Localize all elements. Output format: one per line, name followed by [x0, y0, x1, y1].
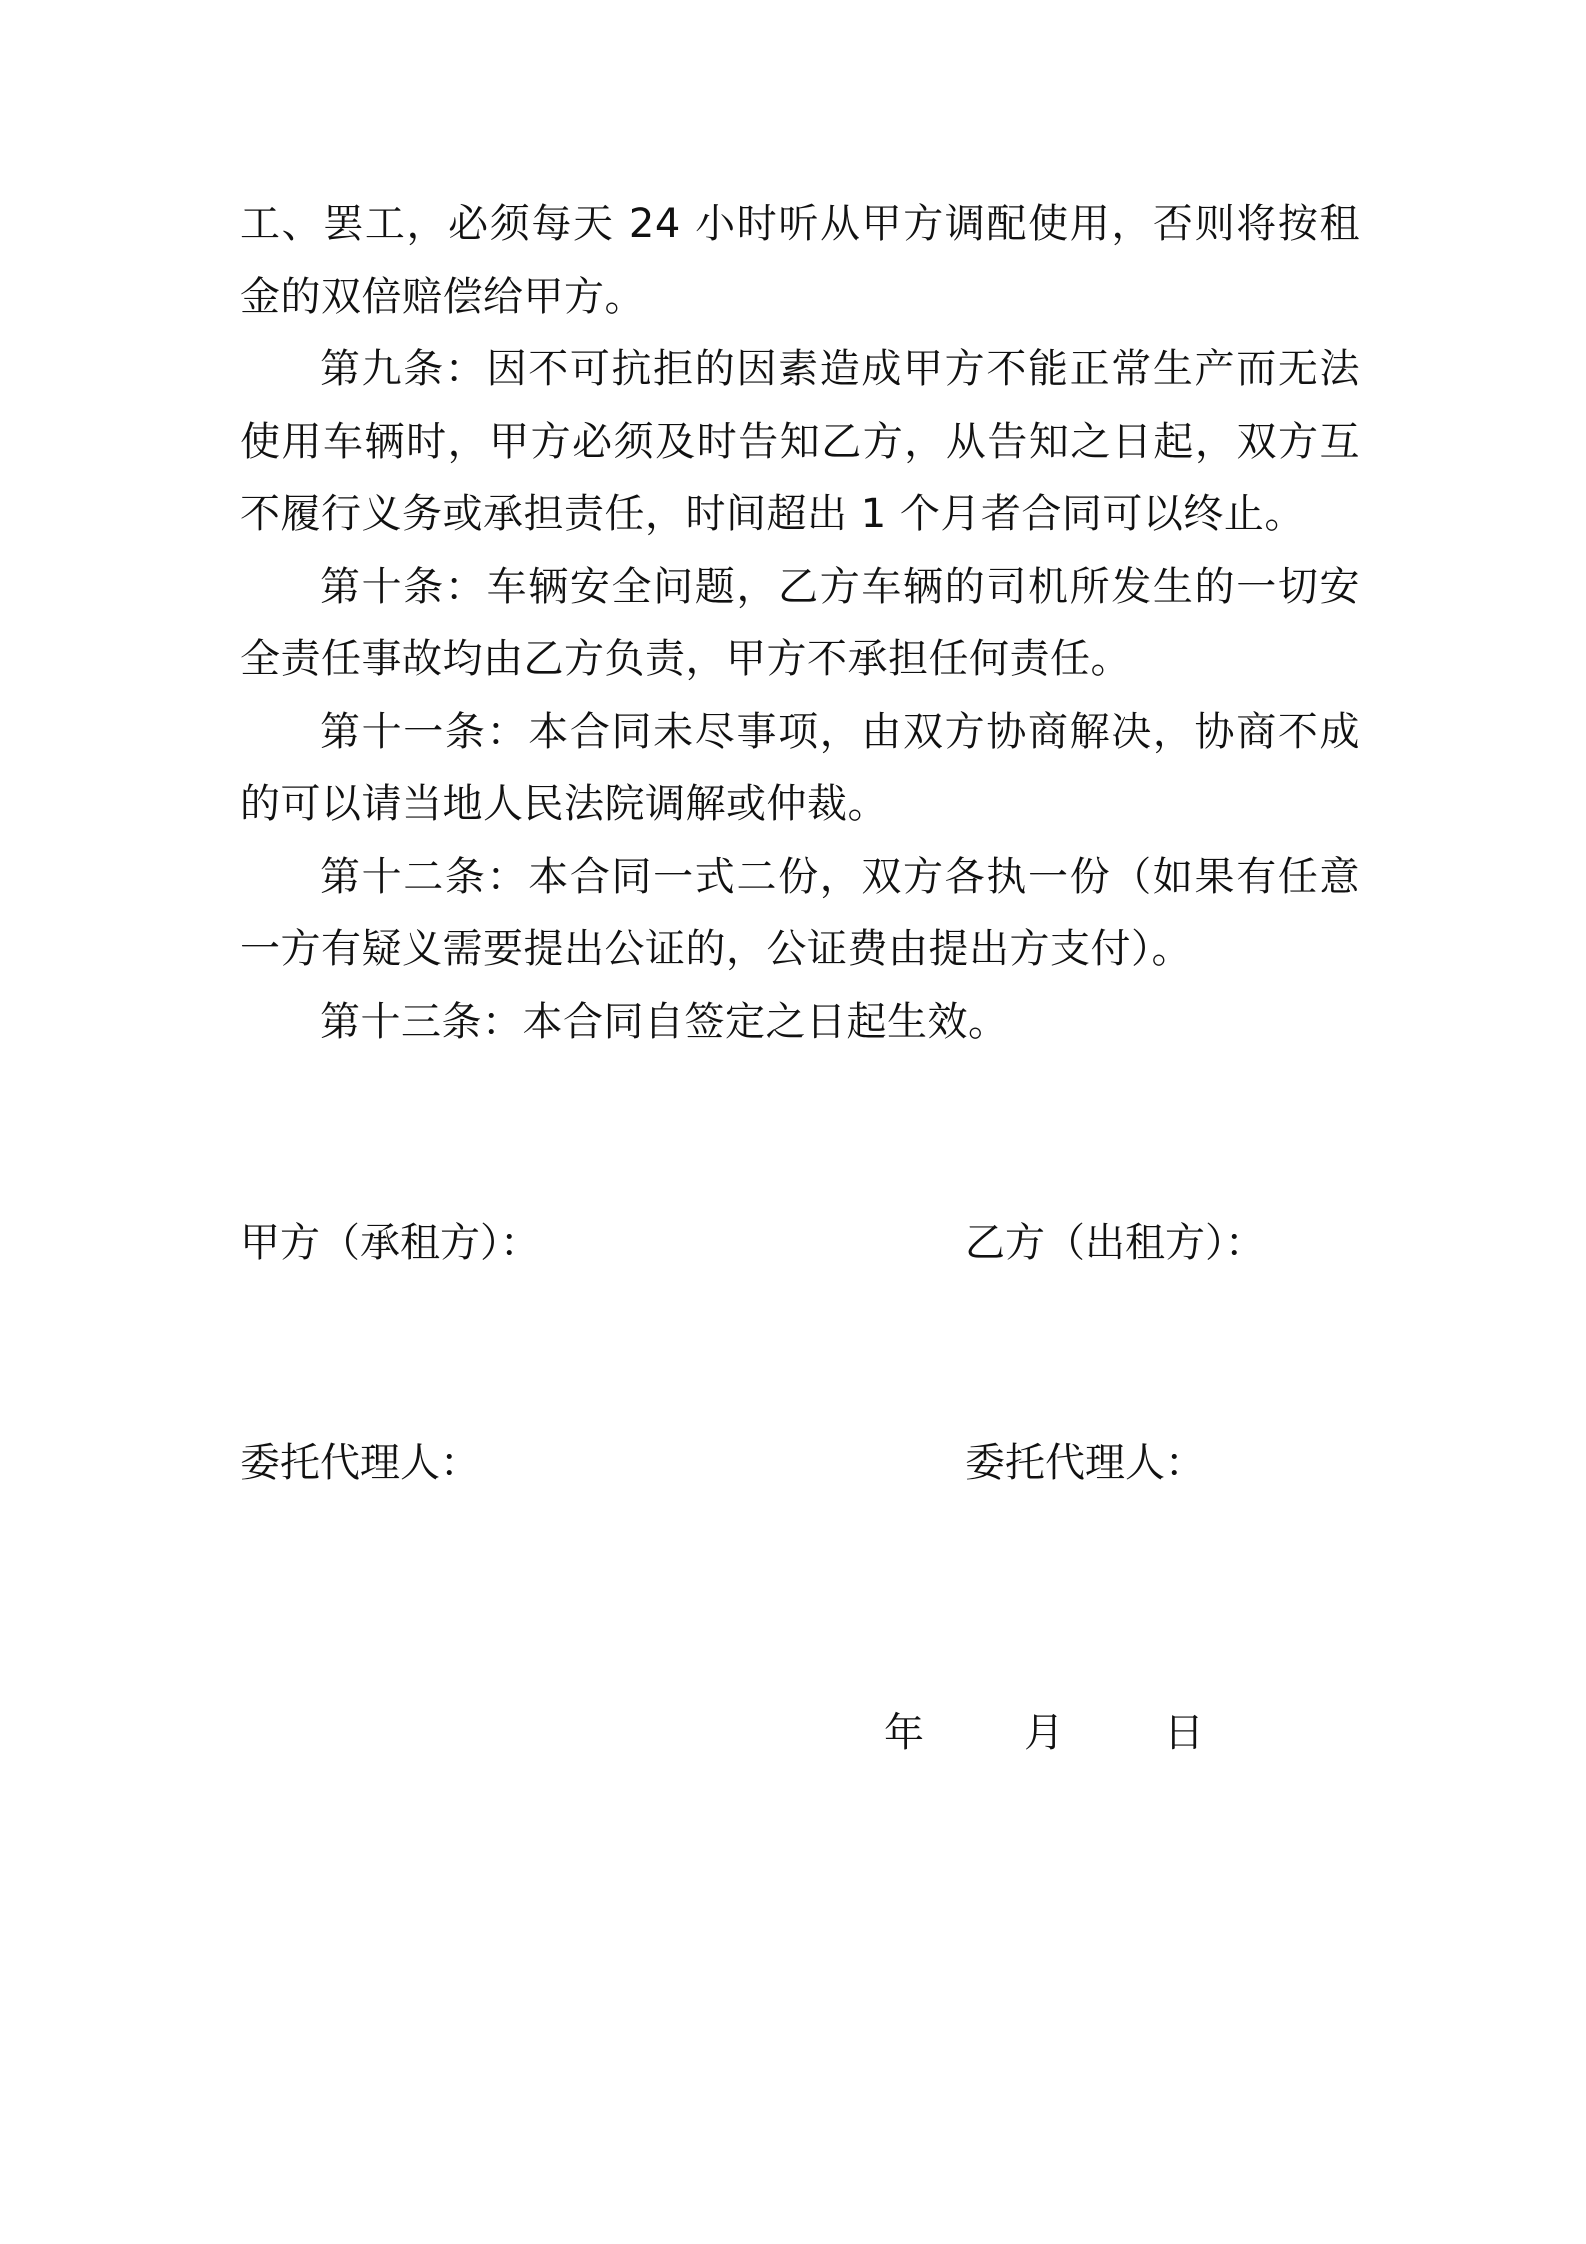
contract-article-13: 第十三条：本合同自签定之日起生效。	[320, 998, 1009, 1045]
contract-body	[240, 188, 1360, 1058]
date-day-label: 日	[1164, 1710, 1204, 1756]
contract-article-9: 第九条：因不可抗拒的因素造成甲方不能正常生产而无法使用车辆时，甲方必须及时告知乙方，从告知之日起，双方互不履行义务或承担责任，时间超出 1 个月者合同可以终止。	[240, 346, 1360, 537]
party-b-agent-label: 委托代理人：	[965, 1440, 1205, 1486]
contract-article-10: 第十条：车辆安全问题，乙方车辆的司机所发生的一切安全责任事故均由乙方负责，甲方不承担任何责任。	[240, 563, 1360, 682]
party-b-label: 乙方（出租方）：	[965, 1220, 1265, 1266]
date-month-label: 月	[1024, 1710, 1064, 1756]
contract-paragraph-continuation: 工、罢工，必须每天 24 小时听从甲方调配使用，否则将按租金的双倍赔偿给甲方。	[240, 201, 1360, 320]
date-year-label: 年	[884, 1710, 924, 1756]
contract-article-12: 第十二条：本合同一式二份，双方各执一份（如果有任意一方有疑义需要提出公证的，公证费由提出方支付）。	[240, 853, 1360, 972]
contract-article-11: 第十一条：本合同未尽事项，由双方协商解决，协商不成的可以请当地人民法院调解或仲裁。	[240, 708, 1360, 827]
party-a-agent-label: 委托代理人：	[240, 1440, 480, 1486]
party-a-label: 甲方（承租方）：	[240, 1220, 540, 1266]
